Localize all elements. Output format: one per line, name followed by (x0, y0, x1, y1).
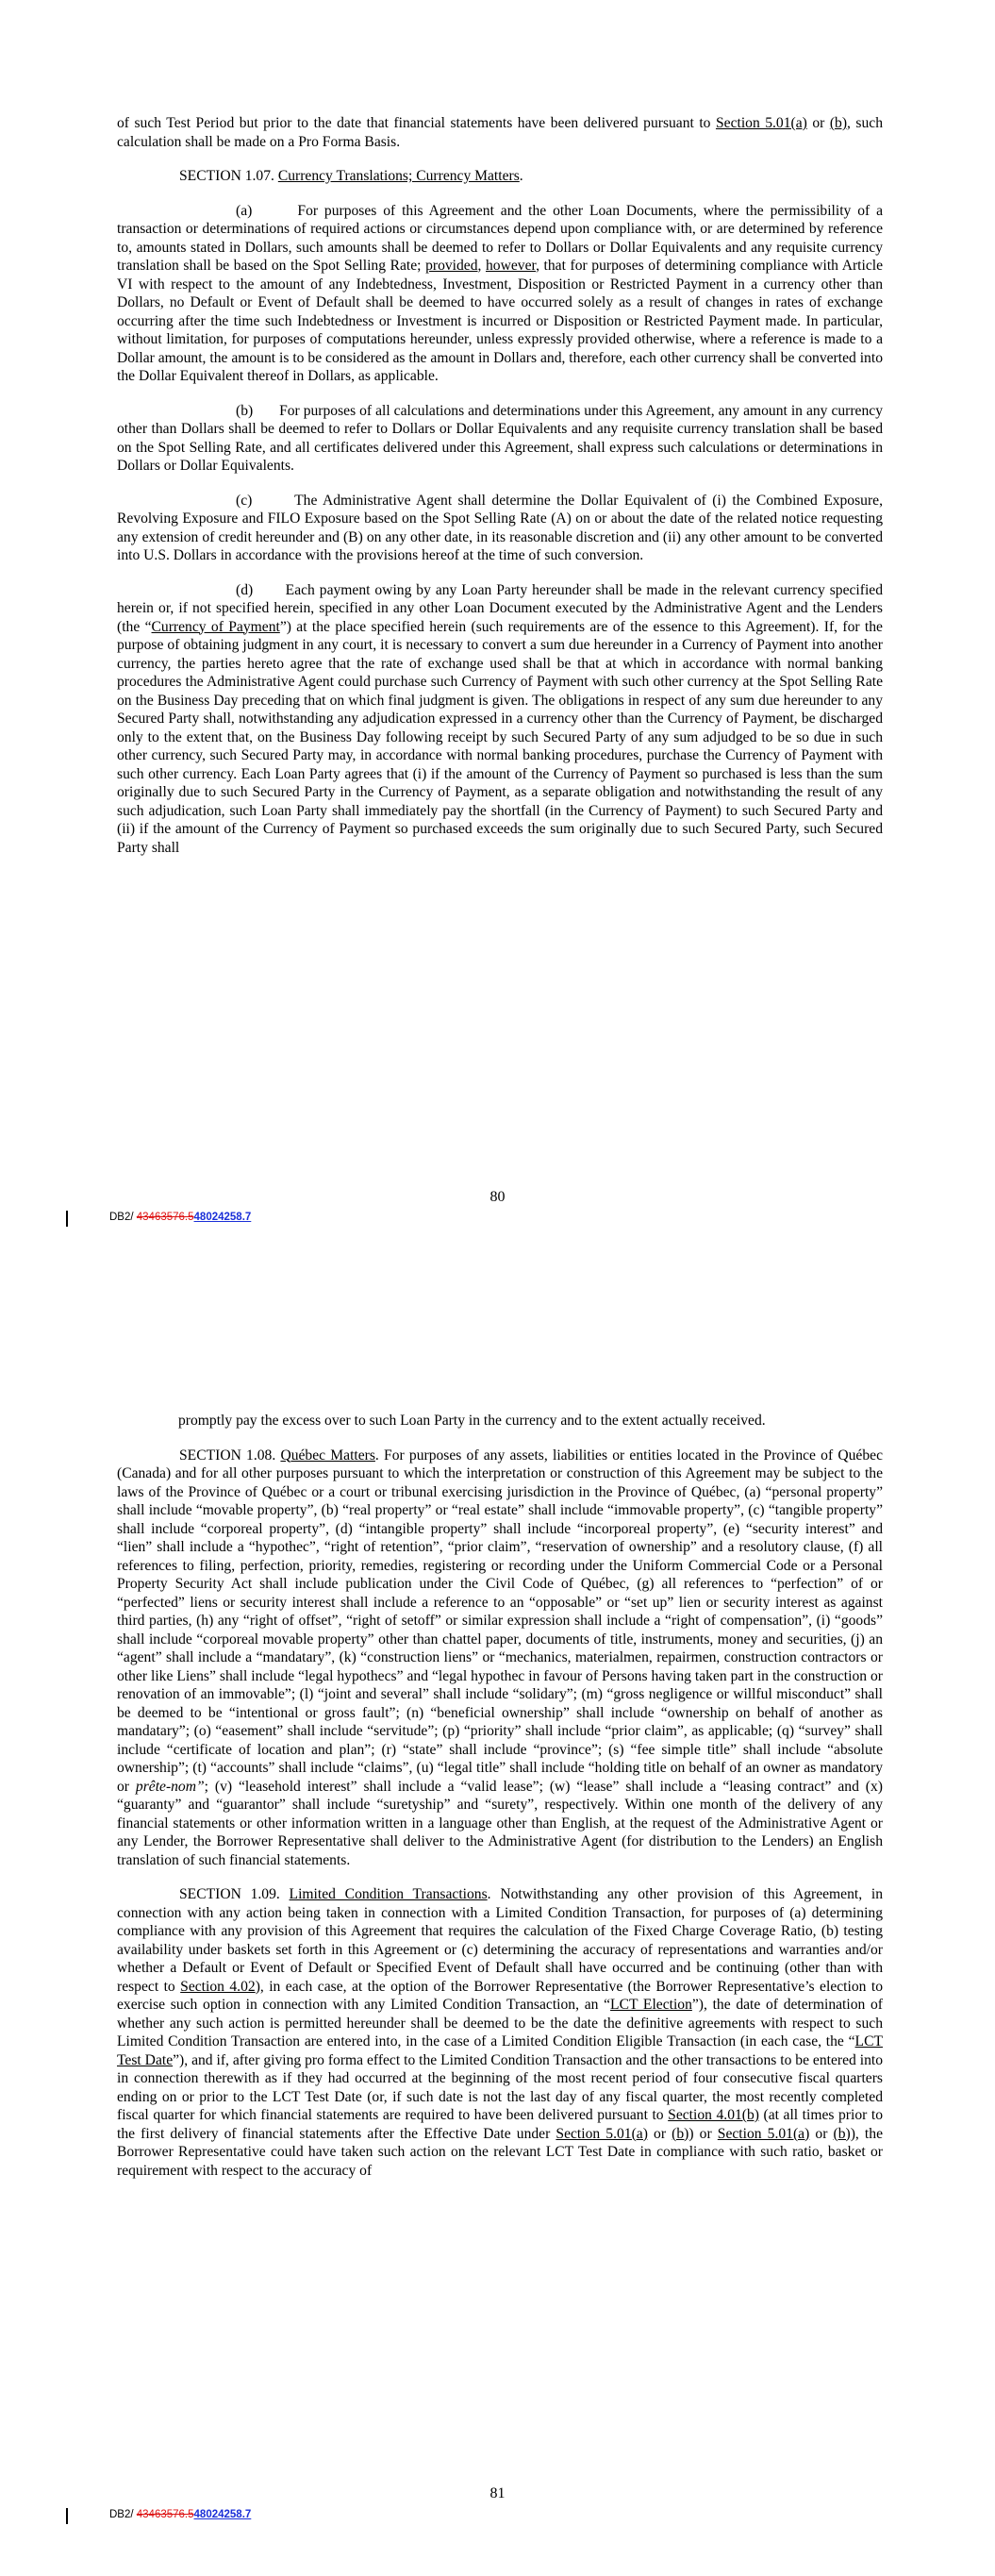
text-run: or (806, 115, 830, 131)
defined-term-reference: Section 4.02 (180, 1978, 256, 1995)
defined-term-reference: provided (425, 258, 478, 274)
doc-id-inserted: 48024258.7 (193, 1212, 252, 1223)
text-run: . For purposes of any assets, liabilities or entities located in the Province of Québec (Canada) and for all other purposes pursuant to which the interpretation or construction of this Agreement may be subject to the laws of the Province of Québec or a court or tribunal exercising jurisdiction in the Province of Québec, (a) “personal property” shall include “movable property”, (b) “real property” or “real estate” shall include “immovable property”, (c) “tangible property” shall include “corporeal property”, (d) “intangible property” shall include “incorporeal property”, (e) “security interest” and “lien” shall include a “hypothec”, “right of retention”, “prior claim”, “reservation of ownership” and a resolutory clause, (f) all references to filing, perfection, priority, remedies, registering or recording under the Uniform Commercial Code or a Personal Property Security Act shall include publication under the Civil Code of Québec, (g) all references to “perfection” of or “perfected” liens or security interest shall include a reference to an “opposable” or “set up” lien or security interest as against third parties, (h) any “right of offset”, “right of setoff” or similar expression shall include a “right of compensation”, (i) “goods” shall include “corporeal movable property” other than chattel paper, documents of title, instruments, money and securities, (j) an “agent” shall include a “mandatary”, (k) “construction liens” or “mechanics, materialmen, repairmen, construction contractors or other like Liens” shall include “legal hypothecs” and “legal hypothec in favour of Persons having taken part in the construction or renovation of an immovable”; (l) “joint and several” shall include “solidary”; (m) “gross negligence or willful misconduct” shall be deemed to be “intentional or gross fault”; (n) “beneficial ownership” shall include “ownership on behalf of another as mandatary”; (o) “easement” shall include “servitude”; (p) “priority” shall include “prior claim”, as applicable; (q) “survey” shall include “certificate of location and plan”; (r) “state” shall include “province”; (s) “fee simple title” shall include “absolute ownership”; (t) “accounts” shall include “claims”, (u) “legal title” shall include “holding title on behalf of an owner as mandatory or (117, 1447, 883, 1795)
text-run: (at all times prior to the first delivery of financial statements after the Effective Date under (117, 2107, 884, 2142)
text-run: SECTION 1.09. (179, 1886, 290, 1902)
defined-term-reference: Currency of Payment (151, 618, 280, 635)
defined-term-reference: Section 5.01(a) (715, 115, 807, 131)
text-run: or (809, 2125, 834, 2142)
text-run: ”) at the place specified herein (such requirements are of the essence to this Agreement). If, for the purpose of obtaining judgment in any court, it is necessary to convert a sum due hereunder in a Currency of Payment into another currency, the parties hereto agree that the rate of exchange used shall be that at which in accordance with normal banking procedures the Administrative Agent could purchase such Currency of Payment with such other currency at the Spot Selling Rate on the Business Day preceding that on which final judgment is given. The obligations in respect of any sum due hereunder to any Secured Party shall, notwithstanding any adjudication expressed in a currency other than the Currency of Payment, be discharged only to the extent that, on the Business Day following receipt by such Secured Party of any sum adjudged to be so due in such other currency, such Secured Party may, in accordance with normal banking procedures, purchase the Currency of Payment with such other currency. Each Loan Party agrees that (i) if the amount of the Currency of Payment so purchased is less than the sum originally due to such Secured Party in the Currency of Payment, as a separate obligation and notwithstanding the result of any such adjudication, such Loan Party shall immediately pay the shortfall (in the Currency of Payment) to such Secured Party and (ii) if the amount of the Currency of Payment so purchased exceeds the sum originally due to such Secured Party, such Secured Party shall (117, 618, 883, 856)
text-run: ), the Borrower Representative could have taken such action on the relevant LCT Test Date in compliance with such ratio, basket or requirement with respect to the accuracy of (117, 2125, 883, 2179)
page-80-body (117, 114, 883, 857)
page-number: 81 (489, 2485, 506, 2501)
text-run: (a) For purposes of this Agreement and the other Loan Documents, where the permissibility of a transaction or determinations of required actions or circumstances depend upon compliance with, or are determined by reference to, amounts stated in Dollars, such amounts shall be deemed to refer to Dollars or Dollar Equivalents and any requisite currency translation shall be based on the Spot Selling Rate; (117, 202, 883, 274)
defined-term-reference: Section 4.01(b) (668, 2107, 759, 2123)
doc-id-deleted: 43463576.5 (136, 1212, 194, 1223)
doc-id-prefix: DB2/ (109, 1212, 137, 1223)
text-run: prête-nom” (135, 1778, 205, 1795)
defined-term-reference: (b) (672, 2125, 689, 2142)
text-run: (d) Each payment owing by any Loan Party hereunder shall be made in the relevant currency specified herein or, if not specified herein, specified in any other Loan Document executed by the Administrative Agent and the Lenders (the “ (117, 581, 883, 635)
defined-term-reference: LCT Test Date (117, 2033, 883, 2068)
text-run: , (477, 258, 486, 274)
defined-term-reference: (b) (829, 115, 848, 131)
text-run: . (519, 168, 523, 184)
section-1-07-heading (117, 167, 883, 186)
text-run: ”), the date of determination of whether any such action is permitted hereunder shall be deemed to be the date the definitive agreements with respect to such Limited Condition Transaction are entered into, in the case of a Limited Condition Eligible Transaction (in each case, the “ (117, 1997, 883, 2049)
document-id (109, 1212, 251, 1223)
text-run: , such calculation shall be made on a Pro Forma Basis. (117, 115, 883, 150)
text-run: SECTION 1.08. (179, 1447, 281, 1464)
doc-id-inserted: 48024258.7 (193, 2509, 252, 2520)
defined-term-reference: however (486, 258, 537, 274)
text-run: . Notwithstanding any other provision of this Agreement, in connection with any action being taken in connection with a Limited Condition Transaction, for purposes of (a) determining compliance with any provision of this Agreement that requires the calculation of the Fixed Charge Coverage Ratio, (b) testing availability under baskets set forth in this Agreement or (c) determining the accuracy of representations and warranties and/or whether a Default or Event of Default or Specified Event of Default shall have occurred and be continuing (other than with respect to (117, 1886, 884, 1995)
text-run: or (647, 2125, 672, 2142)
doc-id-prefix: DB2/ (109, 2509, 137, 2520)
change-bar (66, 1211, 68, 1227)
section-1-09 (117, 1885, 883, 2180)
text-run: ) or (688, 2125, 718, 2142)
doc-id-deleted: 43463576.5 (136, 2509, 194, 2520)
document-footer (0, 2506, 995, 2529)
document-id (109, 2509, 251, 2520)
clause-1-07-d (117, 581, 883, 858)
clause-1-07-b (117, 402, 883, 476)
change-bar (66, 2508, 68, 2524)
document-footer (0, 1209, 995, 1231)
page-number: 80 (489, 1189, 506, 1205)
defined-term-reference: Section 5.01(a) (556, 2125, 648, 2142)
defined-term-reference: LCT Election (610, 1997, 692, 2013)
text-run: ”), and if, after giving pro forma effect to the Limited Condition Transaction and the other transactions to be entered into in connection therewith as if they had occurred at the beginning of the most recent period of four consecutive fiscal quarters ending on or prior to the LCT Test Date (or, if such date is not the last day of any fiscal quarter, the most recently completed fiscal quarter for which financial statements are required to have been delivered pursuant to (117, 2051, 883, 2123)
text-run: ), in each case, at the option of the Borrower Representative (the Borrower Representative’s election to exercise such option in connection with any Limited Condition Transaction, an “ (117, 1978, 883, 2013)
text-run: , that for purposes of determining compliance with Article VI with respect to the amount of any Indebtedness, Investment, Disposition or Restricted Payment in a currency other than Dollars, no Default or Event of Default shall be deemed to have occurred solely as a result of changes in rates of exchange occurring after the time such Indebtedness or Investment is incurred or Disposition or Restricted Payment made. In particular, without limitation, for purposes of computations hereunder, unless expressly provided otherwise, where a reference is made to a Dollar amount, the amount is to be considered as the amount in Dollars and, therefore, each other currency shall be converted into the Dollar Equivalent thereof in Dollars, as applicable. (117, 258, 883, 384)
defined-term-reference: Section 5.01(a) (717, 2125, 810, 2142)
defined-term-reference: (b) (833, 2125, 851, 2142)
page-81-body (117, 1412, 883, 2180)
section-1-08 (117, 1447, 883, 1870)
defined-term-reference: Currency Translations; Currency Matters (277, 168, 520, 184)
text-run: (b) For purposes of all calculations and determinations under this Agreement, any amount in any currency other than Dollars shall be deemed to refer to Dollars or Dollar Equivalents and any requisite currency translation shall be based on the Spot Selling Rate, and all certificates delivered under this Agreement, shall express such calculations or determinations in Dollars or Dollar Equivalents. (117, 402, 883, 474)
defined-term-reference: Québec Matters (280, 1447, 375, 1464)
paragraph-continuation (117, 1412, 883, 1430)
clause-1-07-c (117, 492, 883, 565)
text-run: of such Test Period but prior to the date that financial statements have been delivered pursuant to (117, 115, 716, 131)
text-run: promptly pay the excess over to such Loan Party in the currency and to the extent actually received. (178, 1413, 766, 1429)
clause-1-07-a (117, 202, 883, 386)
text-run: (c) The Administrative Agent shall determine the Dollar Equivalent of (i) the Combined Exposure, Revolving Exposure and FILO Exposure based on the Spot Selling Rate (A) on or about the date of the related notice requesting any extension of credit hereunder and (B) on any other date, in its reasonable discretion and (ii) any other amount to be converted into U.S. Dollars in accordance with the provisions hereof at the time of such conversion. (117, 492, 883, 563)
paragraph-continuation (117, 114, 883, 151)
text-run: SECTION 1.07. (179, 168, 278, 184)
defined-term-reference: Limited Condition Transactions (289, 1886, 488, 1902)
text-run: ; (v) “leasehold interest” shall include a “valid lease”; (w) “lease” shall include a “leasing contract” and (x) “guaranty” and “guarantor” shall include “suretyship” and “surety”, respectively. Within one month of the delivery of any financial statements or other information written in a language other than English, at the request of the Administrative Agent or any Lender, the Borrower Representative shall deliver to the Administrative Agent (for distribution to the Lenders) an English translation of such financial statements. (117, 1778, 883, 1868)
